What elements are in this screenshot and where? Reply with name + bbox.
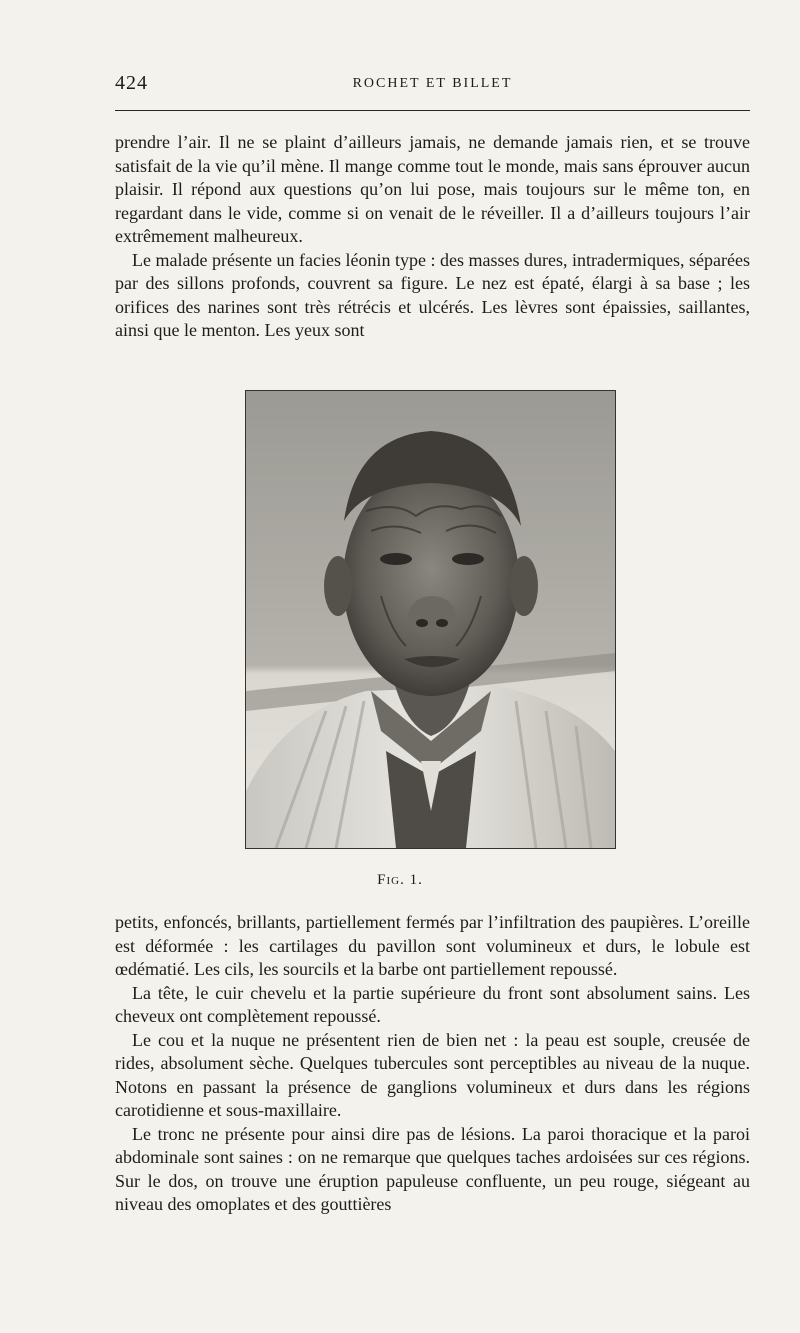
figure-caption: Fig. 1. [377,872,423,888]
page-number: 424 [115,72,148,94]
body-text-top [115,131,750,343]
page-header [115,72,750,102]
paragraph: Le malade présente un facies léonin type : des masses dures, intradermiques, séparées par des sillons profonds, couvrent sa figure. Le nez est épaté, élargi à sa base ; les orifices des narines sont très rétrécis et ulcérés. Les lèvres sont épaissies, saillantes, ainsi que le menton. Les yeux sont [115,249,750,340]
paragraph: petits, enfoncés, brillants, partiellement fermés par l’infiltration des paupières. L’oreille est déformée : les cartilages du pavillon sont volumineux et durs, le lobule est œdématié. Les cils, les sourcils et la barbe ont partiellement repoussé. [115,912,750,979]
paragraph: La tête, le cuir chevelu et la partie supérieure du front sont absolument sains. Les cheveux ont complètement repoussé. [115,982,750,1026]
running-head: ROCHET ET BILLET [352,76,513,91]
patient-photograph [245,390,616,849]
paragraph: prendre l’air. Il ne se plaint d’ailleurs jamais, ne demande jamais rien, et se trouve satisfait de la vie qu’il mène. Il mange comme tout le monde, mais sans éprouver aucun plaisir. Il répond aux questions qu’on lui pose, mais toujours sur le même ton, en regardant dans le vide, comme si on venait de le réveiller. Il a d’ailleurs toujours l’air extrêmement malheureux. [115,132,750,246]
paragraph: Le tronc ne présente pour ainsi dire pas de lésions. La paroi thoracique et la paroi abdominale sont saines : on ne remarque que quelques taches ardoisées sur ces régions. Sur le dos, on trouve une éruption papuleuse confluente, un peu rouge, siégeant au niveau des omoplates et des gouttières [115,1123,750,1214]
photograph-illustration [246,391,615,848]
body-text-bottom [115,911,750,1217]
header-rule [115,110,750,111]
paragraph: Le cou et la nuque ne présentent rien de bien net : la peau est souple, creusée de rides, absolument sèche. Quelques tubercules sont perceptibles au niveau de la nuque. Notons en passant la présence de ganglions volumineux et durs dans les régions carotidienne et sous-maxillaire. [115,1029,750,1120]
